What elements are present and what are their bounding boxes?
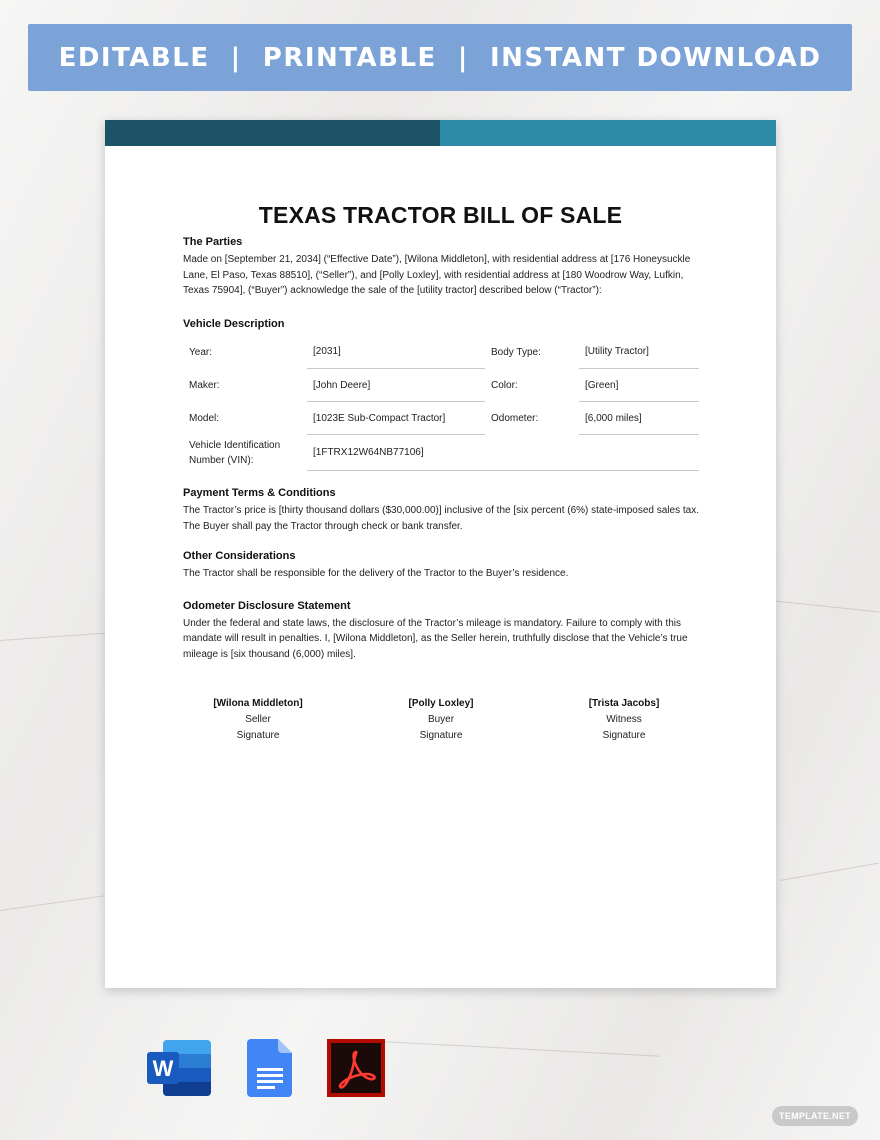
body-type-value: [Utility Tractor] [579, 336, 699, 369]
marble-vein [360, 1040, 660, 1057]
table-row [183, 369, 699, 402]
signature-name: [Polly Loxley] [408, 698, 474, 709]
maker-label: Maker: [189, 379, 220, 391]
promo-banner [28, 24, 852, 91]
document-title: TEXAS TRACTOR BILL OF SALE [258, 202, 623, 228]
odometer-value: [6,000 miles] [579, 402, 699, 435]
document-header-bar [105, 120, 776, 146]
color-value: [Green] [579, 369, 699, 402]
marble-vein [780, 863, 879, 881]
odometer-text: Under the federal and state laws, the disclosure of the Tractor’s mileage is mandatory. Failure to comply with this mandate will result in penalties. I, [Wilona Middleton], as the Seller herein, truthfully disclose that the Vehicle’s true mileage is [six thousand (6,000) miles]. [183, 617, 688, 660]
document-content [183, 236, 699, 744]
year-label: Year: [189, 346, 212, 358]
parties-heading: The Parties [183, 236, 243, 248]
banner-text: EDITABLE | PRINTABLE | INSTANT DOWNLOAD [58, 42, 822, 73]
document-preview [105, 120, 776, 988]
body-type-label: Body Type: [491, 346, 541, 358]
header-bar-light [440, 120, 776, 146]
table-row [183, 402, 699, 435]
google-docs-icon[interactable] [247, 1038, 293, 1098]
color-label: Color: [491, 379, 518, 391]
word-letter: W [152, 1056, 174, 1081]
model-value: [1023E Sub-Compact Tractor] [307, 402, 485, 435]
signature-name: [Trista Jacobs] [588, 698, 660, 709]
signature-line: Signature [602, 730, 646, 741]
marble-vein [0, 632, 120, 641]
year-value: [2031] [307, 336, 485, 369]
payment-text: The Tractor’s price is [thirty thousand dollars ($30,000.00)] inclusive of the [six percent (6%) state-imposed sales tax. The Buyer shall pay the Tractor through check or bank transfer. [183, 505, 699, 532]
payment-heading: Payment Terms & Conditions [183, 487, 336, 499]
model-label: Model: [189, 412, 220, 424]
marble-vein [0, 895, 109, 911]
other-heading: Other Considerations [183, 550, 296, 562]
signature-role: Seller [245, 714, 271, 725]
signature-buyer [366, 696, 516, 744]
signature-witness [549, 696, 699, 744]
marble-vein [770, 600, 880, 612]
table-row [183, 336, 699, 369]
parties-text: Made on [September 21, 2034] (“Effective Date”), [Wilona Middleton], with residential address at [176 Honeysuckle Lane, El Paso, Texas 88510], (“Seller”), and [Polly Loxley], with residential address at [180 Woodrow Way, Lufkin, Texas 75904], (“Buyer”) acknowledge the sale of the [utility tractor] described below (“Tractor”): [183, 254, 691, 296]
maker-value: [John Deere] [307, 369, 485, 402]
signature-line: Signature [236, 730, 280, 741]
other-text: The Tractor shall be responsible for the delivery of the Tractor to the Buyer’s residence. [183, 568, 569, 579]
odometer-label: Odometer: [491, 412, 539, 424]
signature-line: Signature [419, 730, 463, 741]
vehicle-heading: Vehicle Description [183, 317, 285, 330]
format-icons [145, 1038, 385, 1098]
microsoft-word-icon[interactable] [145, 1038, 213, 1098]
vehicle-table [183, 336, 699, 472]
table-row [183, 435, 699, 471]
vin-label: Vehicle Identification Number (VIN): [189, 439, 281, 466]
signature-seller [183, 696, 333, 744]
odometer-heading: Odometer Disclosure Statement [183, 599, 351, 612]
signature-role: Witness [606, 714, 642, 725]
signature-name: [Wilona Middleton] [213, 698, 303, 709]
header-bar-dark [105, 120, 440, 146]
vin-value: [1FTRX12W64NB77106] [307, 435, 699, 471]
signature-role: Buyer [427, 714, 455, 725]
signature-block [183, 696, 699, 744]
adobe-pdf-icon[interactable] [327, 1039, 385, 1097]
template-net-watermark: TEMPLATE.NET [772, 1106, 858, 1126]
